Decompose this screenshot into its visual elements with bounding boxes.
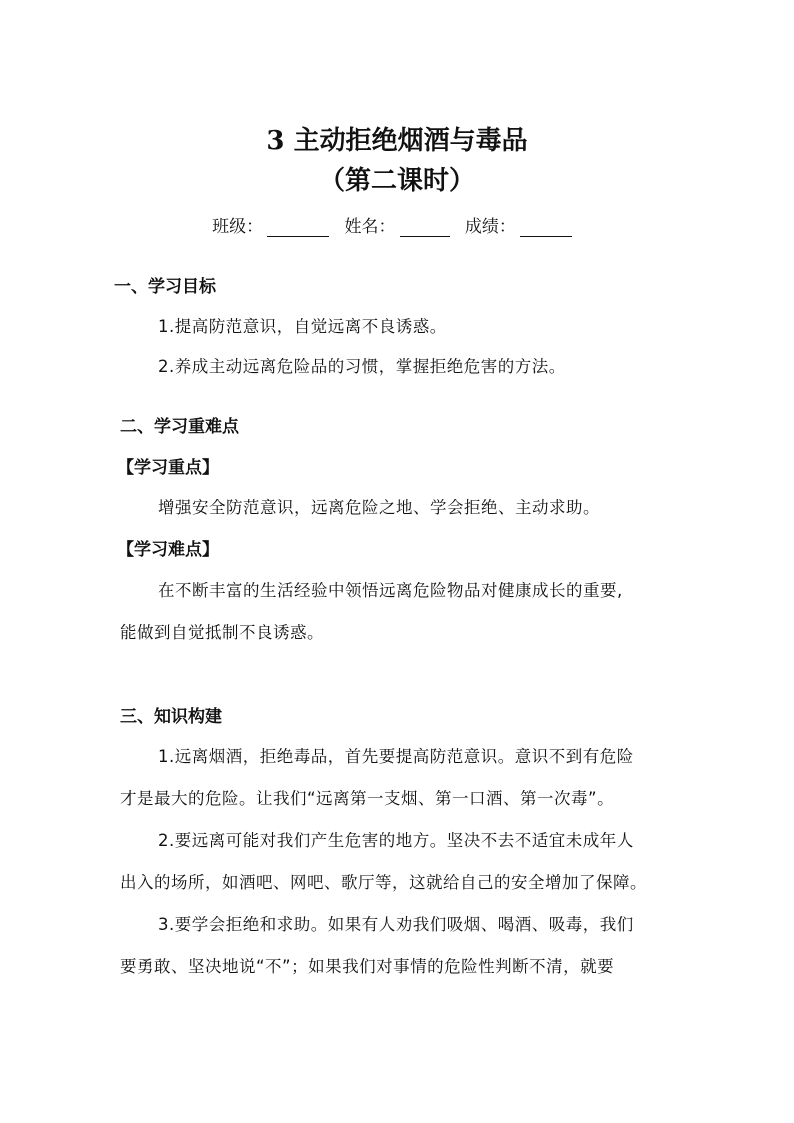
- section-heading-keypoints: 二、学习重难点: [120, 417, 239, 437]
- knowledge-p3-line1: 3.要学会拒绝和求助。如果有人劝我们吸烟、喝酒、吸毒，我们: [158, 915, 634, 934]
- name-blank[interactable]: [400, 218, 450, 237]
- knowledge-p2-line1: 2.要远离可能对我们产生危害的地方。坚决不去不适宜未成年人: [158, 831, 634, 850]
- goal-item-2: 2.养成主动远离危险品的习惯，掌握拒绝危害的方法。: [158, 357, 566, 376]
- section-heading-goals: 一、学习目标: [114, 277, 216, 297]
- score-blank[interactable]: [520, 218, 572, 237]
- difficulty-label: 【学习难点】: [117, 540, 219, 560]
- key-point-label: 【学习重点】: [117, 458, 219, 478]
- name-label: 姓名：: [344, 217, 396, 237]
- class-label: 班级：: [212, 217, 264, 237]
- score-label: 成绩：: [464, 217, 516, 237]
- knowledge-p2-line2: 出入的场所，如酒吧、网吧、歌厅等，这就给自己的安全增加了保障。: [120, 873, 647, 892]
- knowledge-p1-line1: 1.远离烟酒，拒绝毒品，首先要提高防范意识。意识不到有危险: [158, 747, 634, 766]
- section-heading-knowledge: 三、知识构建: [120, 707, 222, 727]
- document-subtitle: （第二课时）: [318, 166, 475, 196]
- class-blank[interactable]: [267, 218, 329, 237]
- difficulty-text-line1: 在不断丰富的生活经验中领悟远离危险物品对健康成长的重要,: [158, 581, 623, 600]
- knowledge-p1-line2: 才是最大的危险。让我们“远离第一支烟、第一口酒、第一次毒”。: [120, 789, 615, 808]
- goal-item-1: 1.提高防范意识，自觉远离不良诱惑。: [158, 317, 447, 336]
- key-point-text: 增强安全防范意识，远离危险之地、学会拒绝、主动求助。: [158, 498, 600, 517]
- difficulty-text-line2: 能做到自觉抵制不良诱惑。: [120, 623, 324, 642]
- knowledge-p3-line2: 要勇敢、坚决地说“不”；如果我们对事情的危险性判断不清，就要: [120, 957, 615, 976]
- document-title: 3 主动拒绝烟酒与毒品: [266, 126, 528, 156]
- student-info-line: [0, 212, 794, 237]
